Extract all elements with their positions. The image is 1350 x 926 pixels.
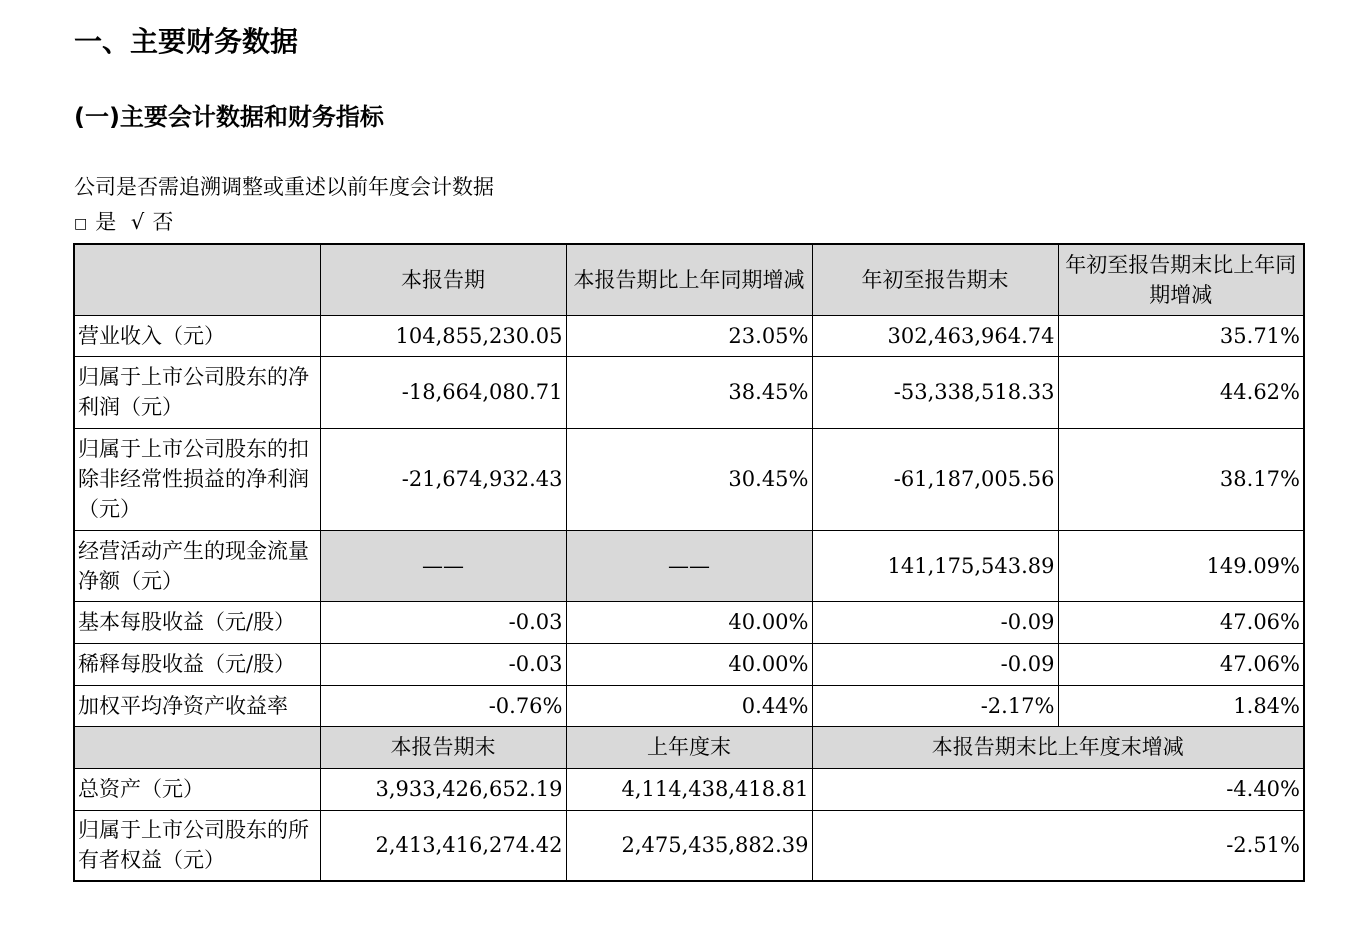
table-cell: -61,187,005.56 [812,428,1058,530]
table-cell: 47.06% [1058,643,1304,685]
table-cell-na: —— [566,530,812,601]
table-cell-na: —— [320,530,566,601]
row-label: 基本每股收益（元/股） [74,601,320,643]
table-cell: -2.51% [812,810,1304,881]
table-cell: 104,855,230.05 [320,315,566,356]
table-row [74,768,1304,810]
header-cell: 本报告期末比上年度末增减 [812,726,1304,768]
header-cell: 本报告期 [320,244,566,315]
table-cell: 3,933,426,652.19 [320,768,566,810]
header-cell: 本报告期末 [320,726,566,768]
row-label: 归属于上市公司股东的所有者权益（元） [74,810,320,881]
option-no-label: 否 [152,210,174,234]
restatement-options [74,207,181,239]
table-row [74,428,1304,530]
header-cell: 本报告期比上年同期增减 [566,244,812,315]
table-cell: 149.09% [1058,530,1304,601]
row-label: 营业收入（元） [74,315,320,356]
row-label: 归属于上市公司股东的净利润（元） [74,356,320,428]
table-cell: 1.84% [1058,685,1304,726]
table-cell: 23.05% [566,315,812,356]
header-cell: 上年度末 [566,726,812,768]
table-cell: 30.45% [566,428,812,530]
table-cell: -18,664,080.71 [320,356,566,428]
table-cell: 302,463,964.74 [812,315,1058,356]
table-row [74,810,1304,881]
table-header-row [74,244,1304,315]
table-cell: 40.00% [566,643,812,685]
table-cell: -21,674,932.43 [320,428,566,530]
header-cell: 年初至报告期末比上年同期增减 [1058,244,1304,315]
section-heading: 一、主要财务数据 [74,25,299,58]
row-label: 归属于上市公司股东的扣除非经常性损益的净利润（元） [74,428,320,530]
table-cell: 2,475,435,882.39 [566,810,812,881]
table-cell: -0.09 [812,643,1058,685]
table-cell: 141,175,543.89 [812,530,1058,601]
table-row [74,356,1304,428]
row-label: 加权平均净资产收益率 [74,685,320,726]
table-cell: 0.44% [566,685,812,726]
table-cell: 47.06% [1058,601,1304,643]
row-label: 经营活动产生的现金流量净额（元） [74,530,320,601]
header-cell: 年初至报告期末 [812,244,1058,315]
table-cell: 4,114,438,418.81 [566,768,812,810]
table2-header-row [74,726,1304,768]
row-label: 稀释每股收益（元/股） [74,643,320,685]
table-cell: 35.71% [1058,315,1304,356]
table-cell: 38.45% [566,356,812,428]
table-cell: 2,413,416,274.42 [320,810,566,881]
table-row [74,643,1304,685]
table-row [74,685,1304,726]
table-cell: -0.09 [812,601,1058,643]
table-row [74,601,1304,643]
table-cell: -0.03 [320,643,566,685]
table-cell: -4.40% [812,768,1304,810]
header-cell-blank [74,244,320,315]
table-cell: 40.00% [566,601,812,643]
table-row [74,530,1304,601]
row-label: 总资产（元） [74,768,320,810]
table-cell: 38.17% [1058,428,1304,530]
checkbox-empty-icon: □ [74,215,88,232]
table-cell: -2.17% [812,685,1058,726]
table-cell: 44.62% [1058,356,1304,428]
restatement-question: 公司是否需追溯调整或重述以前年度会计数据 [74,175,494,199]
checkmark-icon: √ [130,210,145,234]
option-yes-label: 是 [95,210,117,234]
subsection-heading: (一)主要会计数据和财务指标 [74,103,384,131]
financial-data-table [73,243,1305,882]
table-cell: -0.76% [320,685,566,726]
header-cell-blank [74,726,320,768]
table-cell: -53,338,518.33 [812,356,1058,428]
table-cell: -0.03 [320,601,566,643]
table-row [74,315,1304,356]
